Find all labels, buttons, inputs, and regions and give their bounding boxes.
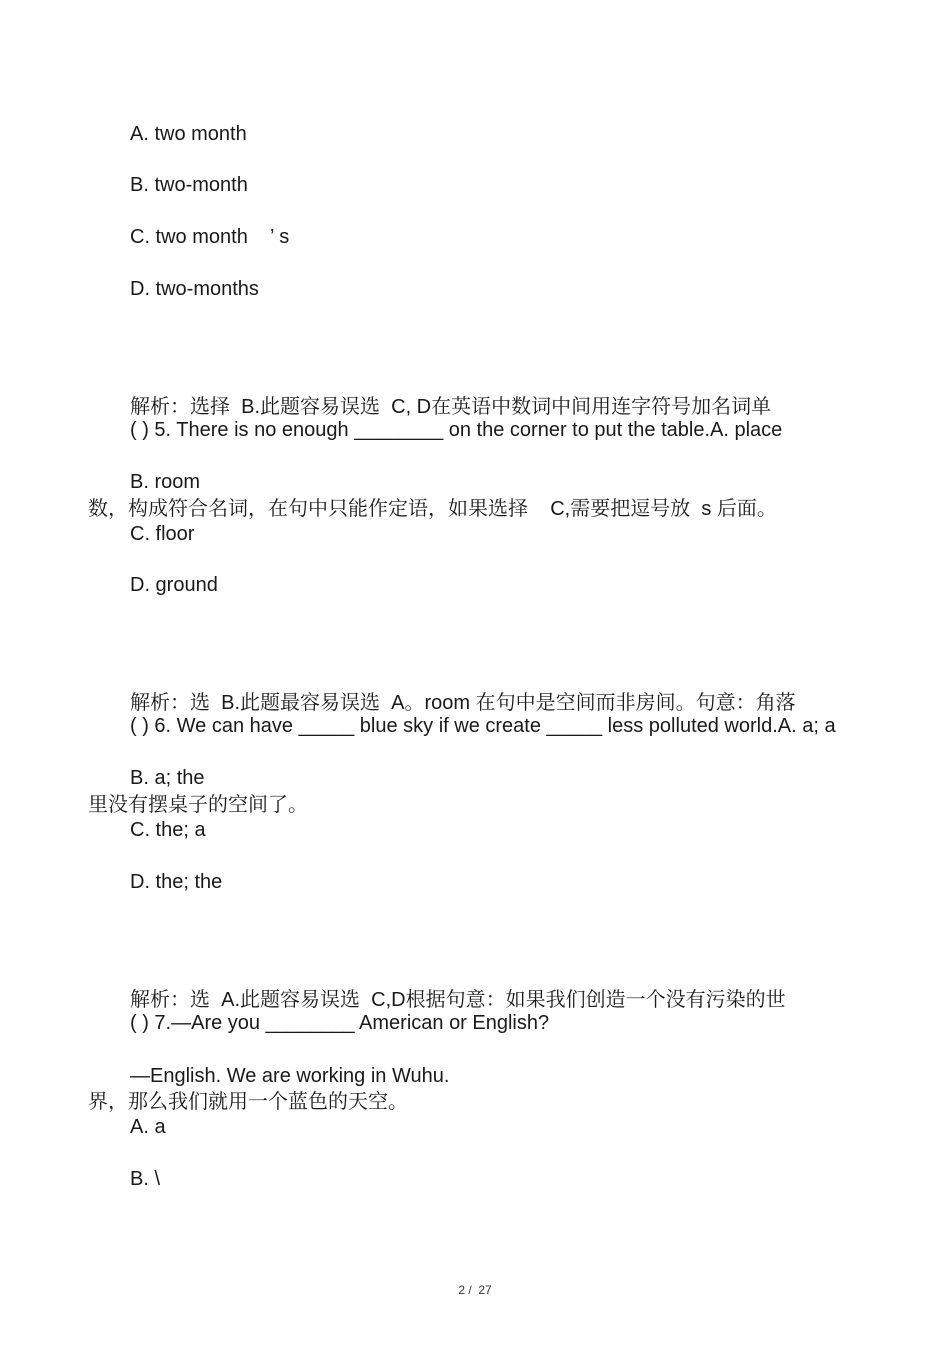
q5-option-c: C. floor	[130, 523, 195, 545]
q6-explanation-line2: 界，那么我们就用一个蓝色的天空。	[88, 1091, 408, 1113]
q5-option-d: D. ground	[130, 574, 218, 596]
q6-option-b: B. a; the	[130, 767, 205, 789]
q4-option-c: C. two month ’ s	[130, 226, 290, 248]
q4-explanation-line2: 数，构成符合名词，在句中只能作定语，如果选择 C,需要把逗号放 s 后面。	[88, 498, 777, 520]
q7-reply: —English. We are working in Wuhu.	[130, 1065, 450, 1087]
q6-explanation-line1: 解析：选 A.此题容易误选 C,D根据句意：如果我们创造一个没有污染的世	[130, 989, 786, 1011]
q4-explanation	[88, 322, 848, 594]
q6-stem: ( ) 6. We can have _____ blue sky if we create _____ less polluted world.A. a; a	[130, 715, 836, 737]
q6-option-d: D. the; the	[130, 871, 223, 893]
q5-explanation-line1: 解析：选 B.此题最容易误选 A。room 在句中是空间而非房间。句意：角落	[130, 692, 796, 714]
q7-option-a: A. a	[130, 1116, 166, 1138]
page-number: 2 / 27	[458, 1283, 492, 1297]
q7-option-b: B. \	[130, 1168, 161, 1190]
q5-explanation-line2: 里没有摆桌子的空间了。	[88, 794, 308, 816]
q4-option-d: D. two-months	[130, 278, 259, 300]
q4-option-a: A. two month	[130, 123, 247, 145]
q4-option-b: B. two-month	[130, 174, 248, 196]
q4-explanation-line1: 解析：选择 B.此题容易误选 C, D在英语中数词中间用连字符号加名词单	[130, 396, 772, 418]
q7-stem: ( ) 7.—Are you ________ American or English?	[130, 1012, 550, 1034]
q5-stem: ( ) 5. There is no enough ________ on the corner to put the table.A. place	[130, 419, 783, 441]
q5-option-b: B. room	[130, 471, 201, 493]
q5-explanation	[88, 618, 848, 890]
q6-explanation	[88, 915, 848, 1187]
q6-option-c: C. the; a	[130, 819, 206, 841]
